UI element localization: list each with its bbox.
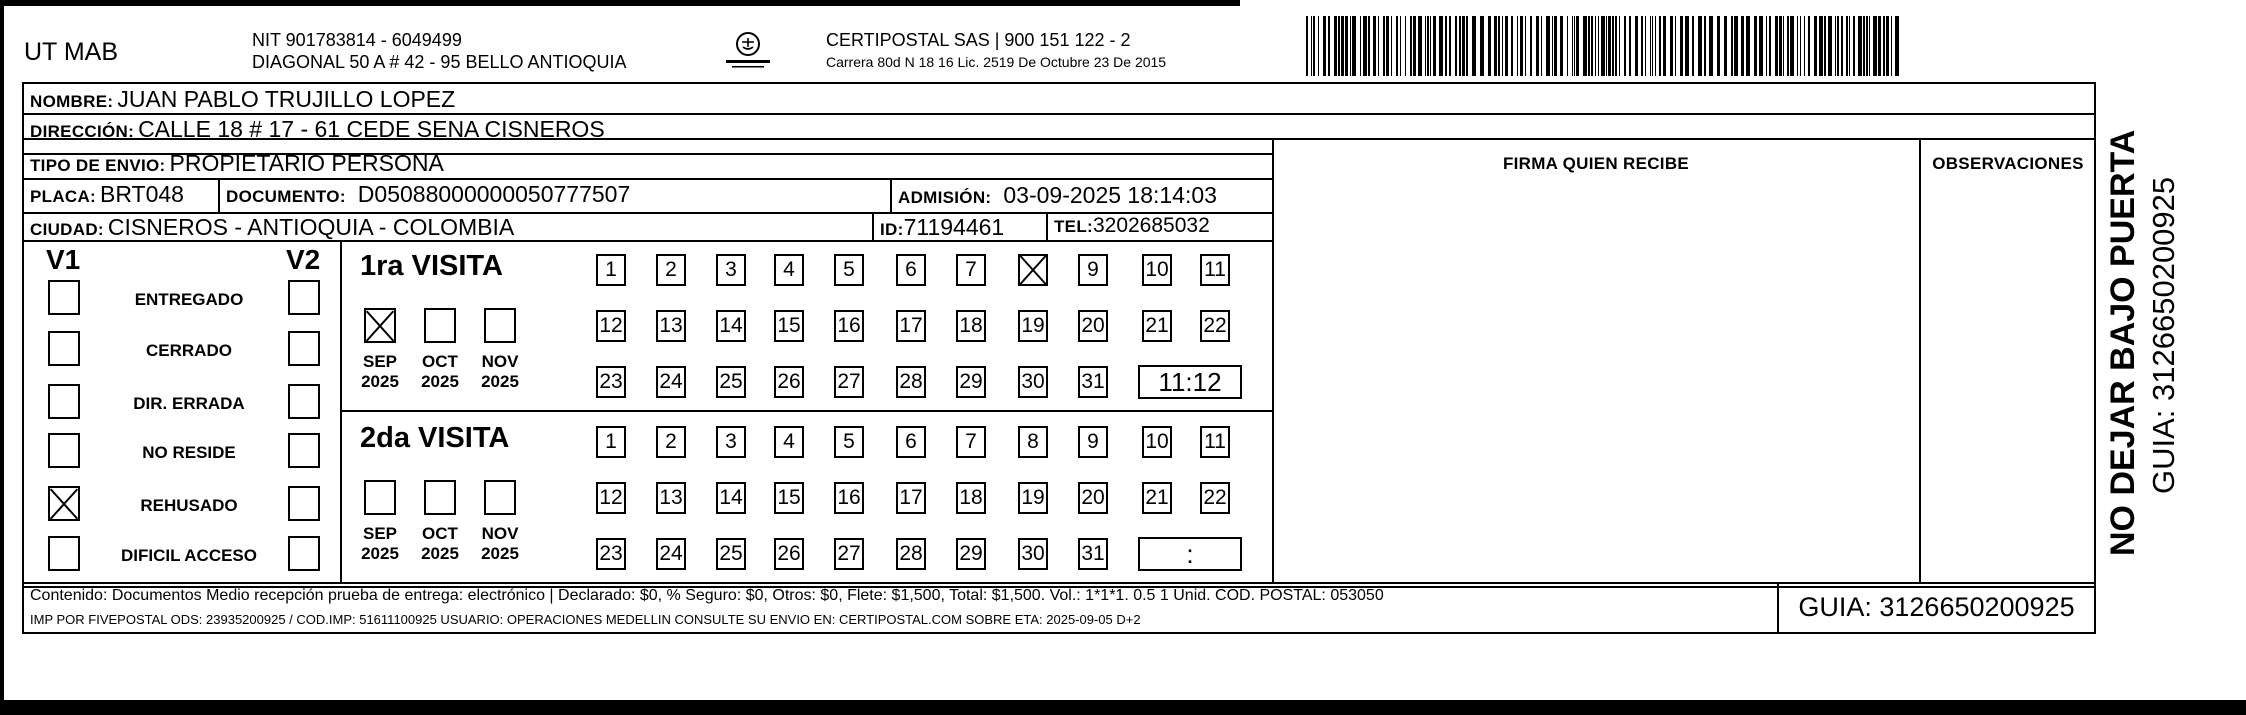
time-field[interactable]: 11:12 xyxy=(1138,365,1242,399)
month-name: NOV xyxy=(481,352,519,371)
status-label: CERRADO xyxy=(146,341,232,360)
day-checkbox[interactable]: 31 xyxy=(1078,538,1108,570)
day-checkbox[interactable]: 9 xyxy=(1078,254,1108,286)
v1-header: V1 xyxy=(46,244,81,275)
day-checkbox[interactable]: 3 xyxy=(716,426,746,458)
month-label xyxy=(355,524,405,564)
v2-checkbox[interactable] xyxy=(288,331,320,366)
certipostal-logo xyxy=(722,28,774,72)
day-checkbox[interactable]: 5 xyxy=(834,426,864,458)
day-checkbox[interactable]: 2 xyxy=(656,254,686,286)
tel-label: TEL: xyxy=(1054,217,1093,236)
v2-checkbox[interactable] xyxy=(288,280,320,315)
day-checkbox[interactable]: 23 xyxy=(596,366,626,398)
status-label: DIR. ERRADA xyxy=(133,394,245,413)
month-label xyxy=(355,352,405,392)
admision-label: ADMISIÓN: xyxy=(898,188,992,207)
day-checkbox[interactable]: 2 xyxy=(656,426,686,458)
v2-checkbox[interactable] xyxy=(288,486,320,521)
visit-title: 2da VISITA xyxy=(360,422,510,454)
day-checkbox[interactable]: 29 xyxy=(956,366,986,398)
day-checkbox[interactable]: 8 xyxy=(1018,426,1048,458)
footer-imp: IMP POR FIVEPOSTAL ODS: 23935200925 / COD.IMP: 51611100925 USUARIO: OPERACIONES MEDELLIN CONSULTE SU ENVIO EN: CERTIPOSTAL.COM SOBRE ETA: 2025-09-05 D+2 xyxy=(30,612,1141,627)
tel-value: 3202685032 xyxy=(1092,214,1210,237)
day-checkbox[interactable]: 16 xyxy=(834,310,864,342)
month-name: OCT xyxy=(422,524,458,543)
month-year: 2025 xyxy=(481,544,519,563)
day-checkbox[interactable]: 21 xyxy=(1142,482,1172,514)
month-label xyxy=(475,352,525,392)
day-checkbox[interactable]: 28 xyxy=(896,538,926,570)
side-warning: NO DEJAR BAJO PUERTA xyxy=(2104,129,2142,556)
tipo-envio-value: PROPIETARIO PERSONA xyxy=(169,150,444,176)
day-checkbox[interactable]: 16 xyxy=(834,482,864,514)
month-label xyxy=(415,524,465,564)
day-checkbox[interactable]: 20 xyxy=(1078,482,1108,514)
frame-left xyxy=(0,0,4,715)
month-name: NOV xyxy=(481,524,519,543)
v1-checkbox[interactable] xyxy=(48,280,80,315)
sender-name: UT MAB xyxy=(24,38,118,66)
day-checkbox[interactable]: 11 xyxy=(1200,254,1230,286)
day-checkbox[interactable]: 22 xyxy=(1200,482,1230,514)
frame-bottom xyxy=(0,700,2246,715)
day-checkbox[interactable]: 22 xyxy=(1200,310,1230,342)
day-checkbox[interactable]: 27 xyxy=(834,538,864,570)
documento-row xyxy=(226,181,630,208)
day-checkbox[interactable]: 17 xyxy=(896,482,926,514)
ciudad-row xyxy=(30,214,514,241)
day-checkbox[interactable]: 18 xyxy=(956,310,986,342)
status-label: ENTREGADO xyxy=(134,290,244,309)
v2-checkbox[interactable] xyxy=(288,433,320,468)
day-checkbox[interactable]: 27 xyxy=(834,366,864,398)
firma-header: FIRMA QUIEN RECIBE xyxy=(1502,154,1690,173)
day-checkbox[interactable]: 1 xyxy=(596,254,626,286)
day-checkbox[interactable]: 12 xyxy=(596,482,626,514)
day-checkbox[interactable]: 5 xyxy=(834,254,864,286)
admision-value: 03-09-2025 18:14:03 xyxy=(1003,182,1217,208)
day-checkbox[interactable] xyxy=(1018,254,1048,286)
month-year: 2025 xyxy=(361,372,399,391)
day-checkbox[interactable]: 10 xyxy=(1142,426,1172,458)
id-label: ID: xyxy=(880,220,904,239)
day-checkbox[interactable]: 28 xyxy=(896,366,926,398)
footer-guia: GUIA: 3126650200925 xyxy=(1798,592,2075,622)
placa-value: BRT048 xyxy=(100,181,184,207)
day-checkbox[interactable]: 20 xyxy=(1078,310,1108,342)
ciudad-label: CIUDAD: xyxy=(30,220,104,239)
month-label xyxy=(475,524,525,564)
v1-checkbox[interactable] xyxy=(48,433,80,468)
observaciones-header: OBSERVACIONES xyxy=(1932,154,2084,173)
day-checkbox[interactable]: 18 xyxy=(956,482,986,514)
day-checkbox[interactable]: 15 xyxy=(774,310,804,342)
v2-checkbox[interactable] xyxy=(288,536,320,571)
placa-label: PLACA: xyxy=(30,187,97,206)
month-label xyxy=(415,352,465,392)
day-checkbox[interactable]: 4 xyxy=(774,426,804,458)
day-checkbox[interactable]: 10 xyxy=(1142,254,1172,286)
side-guia: GUIA: 3126650200925 xyxy=(2146,176,2181,494)
day-checkbox[interactable]: 31 xyxy=(1078,366,1108,398)
tipo-envio-row xyxy=(30,150,444,177)
company-name: CERTIPOSTAL SAS | 900 151 122 - 2 xyxy=(826,30,1131,50)
v1-checkbox[interactable] xyxy=(48,331,80,366)
month-checkbox[interactable] xyxy=(484,480,516,515)
day-checkbox[interactable]: 6 xyxy=(896,254,926,286)
v1-checkbox[interactable] xyxy=(48,536,80,571)
month-checkbox[interactable] xyxy=(364,308,396,343)
day-checkbox[interactable]: 7 xyxy=(956,254,986,286)
day-checkbox[interactable]: 17 xyxy=(896,310,926,342)
status-label: REHUSADO xyxy=(140,496,238,515)
day-checkbox[interactable]: 24 xyxy=(656,538,686,570)
direccion-label: DIRECCIÓN: xyxy=(30,122,135,141)
id-value: 71194461 xyxy=(903,214,1005,240)
direccion-row xyxy=(30,116,605,143)
day-checkbox[interactable]: 26 xyxy=(774,538,804,570)
tipo-envio-label: TIPO DE ENVIO: xyxy=(30,156,166,175)
admision-row xyxy=(898,182,1217,209)
day-checkbox[interactable]: 24 xyxy=(656,366,686,398)
day-checkbox[interactable]: 23 xyxy=(596,538,626,570)
company-license: Carrera 80d N 18 16 Lic. 2519 De Octubre 23 De 2015 xyxy=(826,54,1167,70)
day-checkbox[interactable]: 1 xyxy=(596,426,626,458)
day-checkbox[interactable]: 30 xyxy=(1018,538,1048,570)
sender-address: DIAGONAL 50 A # 42 - 95 BELLO ANTIOQUIA xyxy=(252,52,627,72)
visit-title: 1ra VISITA xyxy=(360,250,503,282)
day-checkbox[interactable]: 21 xyxy=(1142,310,1172,342)
month-name: OCT xyxy=(422,352,458,371)
tel-row xyxy=(1054,214,1210,238)
day-checkbox[interactable]: 12 xyxy=(596,310,626,342)
v2-checkbox[interactable] xyxy=(288,384,320,419)
day-checkbox[interactable]: 14 xyxy=(716,310,746,342)
status-label: DIFICIL ACCESO xyxy=(120,546,257,565)
ciudad-value: CISNEROS - ANTIOQUIA - COLOMBIA xyxy=(107,214,515,240)
v1-checkbox[interactable] xyxy=(48,486,80,521)
day-checkbox[interactable]: 26 xyxy=(774,366,804,398)
day-checkbox[interactable]: 19 xyxy=(1018,482,1048,514)
day-checkbox[interactable]: 30 xyxy=(1018,366,1048,398)
placa-row xyxy=(30,181,184,208)
day-checkbox[interactable]: 3 xyxy=(716,254,746,286)
month-checkbox[interactable] xyxy=(364,480,396,515)
day-checkbox[interactable]: 11 xyxy=(1200,426,1230,458)
sender-nit: NIT 901783814 - 6049499 xyxy=(252,30,462,50)
day-checkbox[interactable]: 13 xyxy=(656,482,686,514)
frame-top xyxy=(0,0,1240,6)
day-checkbox[interactable]: 25 xyxy=(716,538,746,570)
documento-label: DOCUMENTO: xyxy=(226,187,346,206)
day-checkbox[interactable]: 14 xyxy=(716,482,746,514)
month-checkbox[interactable] xyxy=(424,480,456,515)
month-year: 2025 xyxy=(481,372,519,391)
day-checkbox[interactable]: 9 xyxy=(1078,426,1108,458)
day-checkbox[interactable]: 13 xyxy=(656,310,686,342)
id-row xyxy=(880,214,1004,241)
day-checkbox[interactable]: 4 xyxy=(774,254,804,286)
month-checkbox[interactable] xyxy=(484,308,516,343)
footer-contenido: Contenido: Documentos Medio recepción prueba de entrega: electrónico | Declarado: $0, % Seguro: $0, Otros: $0, Flete: $1,500, Total: $1,500. Vol.: 1*1*1. 0.5 1 Unid. COD. POSTAL: 053050 xyxy=(30,587,1384,604)
documento-value: D05088000000050777507 xyxy=(357,181,631,207)
nombre-label: NOMBRE: xyxy=(30,92,114,111)
month-year: 2025 xyxy=(421,372,459,391)
time-field[interactable]: : xyxy=(1138,537,1242,571)
day-checkbox[interactable]: 15 xyxy=(774,482,804,514)
month-checkbox[interactable] xyxy=(424,308,456,343)
day-checkbox[interactable]: 19 xyxy=(1018,310,1048,342)
day-checkbox[interactable]: 29 xyxy=(956,538,986,570)
day-checkbox[interactable]: 7 xyxy=(956,426,986,458)
status-label: NO RESIDE xyxy=(142,443,236,462)
v1-checkbox[interactable] xyxy=(48,384,80,419)
direccion-value: CALLE 18 # 17 - 61 CEDE SENA CISNEROS xyxy=(138,116,605,142)
day-checkbox[interactable]: 25 xyxy=(716,366,746,398)
barcode xyxy=(1306,16,1902,76)
day-checkbox[interactable]: 6 xyxy=(896,426,926,458)
month-year: 2025 xyxy=(421,544,459,563)
nombre-value: JUAN PABLO TRUJILLO LOPEZ xyxy=(117,86,456,112)
v2-header: V2 xyxy=(286,244,321,275)
month-name: SEP xyxy=(362,524,398,543)
month-name: SEP xyxy=(362,352,398,371)
nombre-row xyxy=(30,86,455,113)
month-year: 2025 xyxy=(361,544,399,563)
